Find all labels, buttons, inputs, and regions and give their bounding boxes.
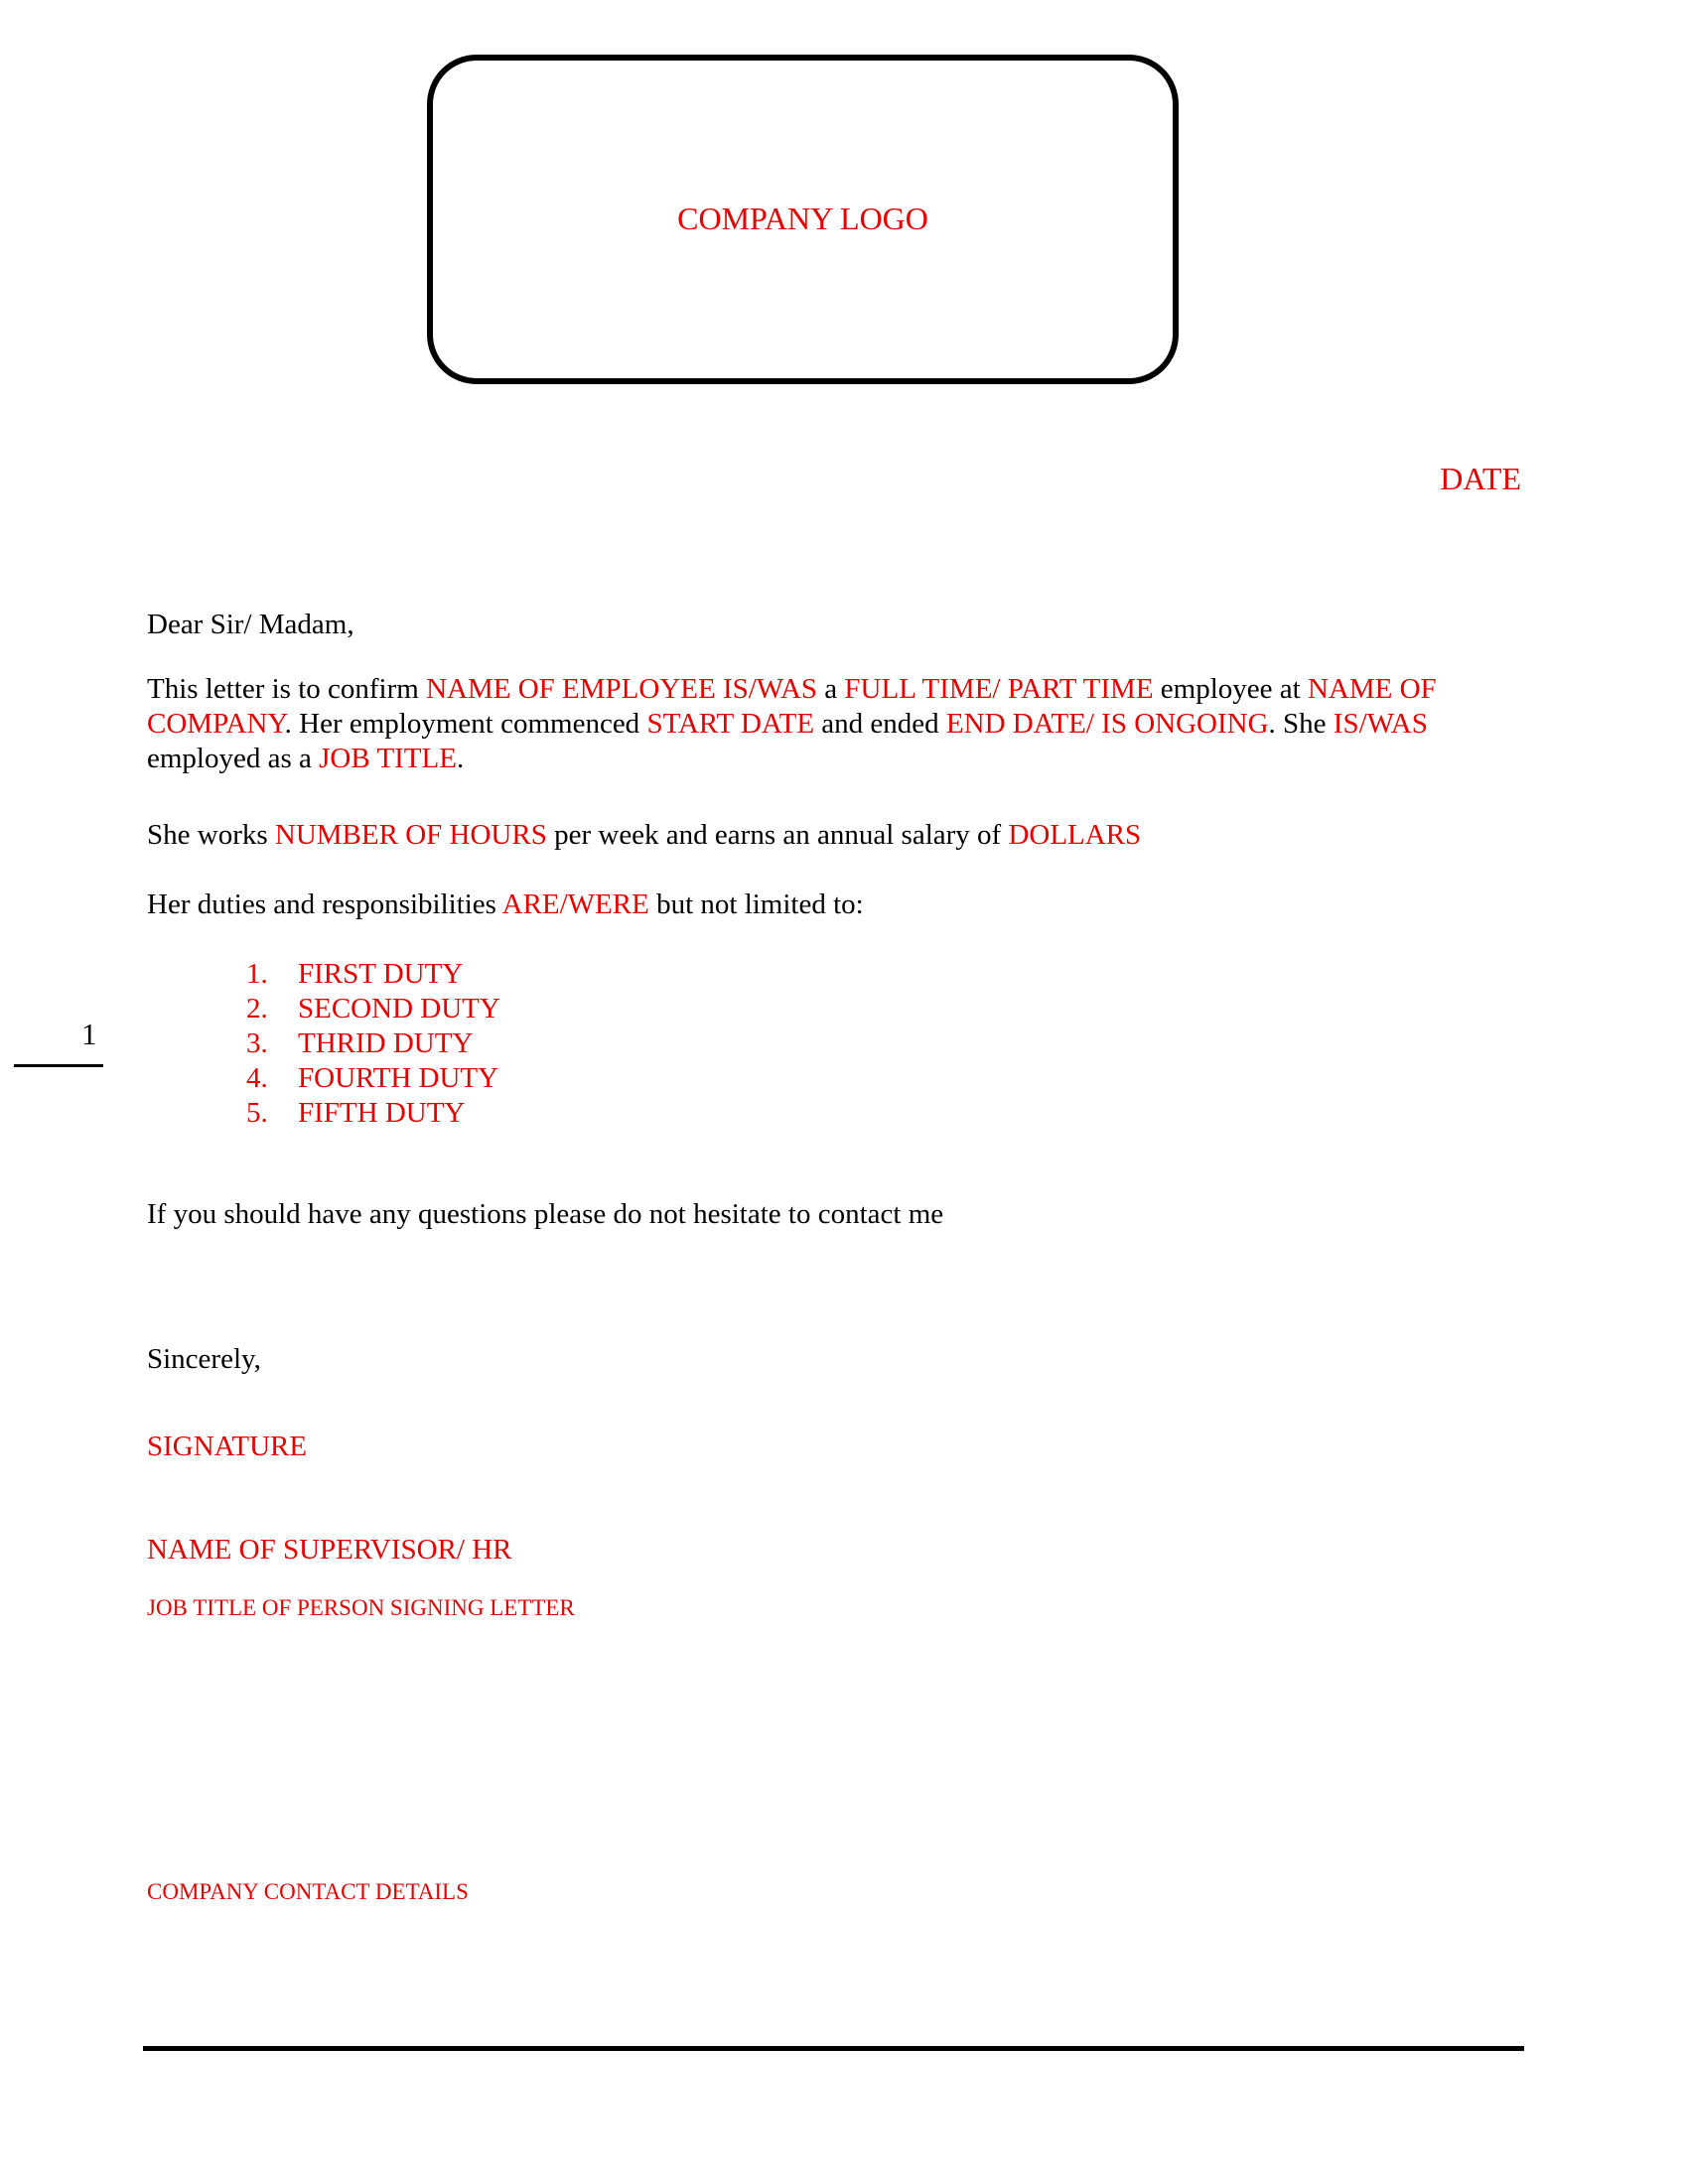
margin-page-number: 1 bbox=[81, 1017, 97, 1051]
text-segment: . Her employment commenced bbox=[284, 708, 647, 740]
text-segment: This letter is to confirm bbox=[147, 673, 427, 705]
employment-type-placeholder: FULL TIME/ PART TIME bbox=[844, 673, 1154, 705]
employee-name-placeholder: NAME OF EMPLOYEE IS/WAS bbox=[426, 673, 818, 705]
text-segment: employed as a bbox=[147, 743, 320, 774]
duty-item bbox=[246, 1061, 498, 1096]
salutation: Dear Sir/ Madam, bbox=[147, 609, 354, 640]
signer-title-placeholder: JOB TITLE OF PERSON SIGNING LETTER bbox=[147, 1595, 575, 1620]
duty-text: THRID DUTY bbox=[298, 1027, 474, 1059]
are-were-placeholder: ARE/WERE bbox=[501, 888, 649, 920]
duty-number: 3. bbox=[246, 1027, 268, 1059]
text-segment: . bbox=[456, 743, 465, 774]
paragraph-employment bbox=[147, 672, 1527, 776]
paragraph-line bbox=[147, 672, 1527, 707]
duty-text: FIRST DUTY bbox=[298, 958, 464, 990]
paragraph-line bbox=[147, 742, 1527, 776]
text-segment: . She bbox=[1268, 708, 1334, 740]
duty-text: FOURTH DUTY bbox=[298, 1062, 499, 1094]
end-date-placeholder: END DATE/ IS ONGOING bbox=[945, 708, 1269, 740]
duty-item bbox=[246, 1026, 473, 1061]
signature-placeholder: SIGNATURE bbox=[147, 1431, 308, 1462]
duty-number: 1. bbox=[246, 958, 268, 990]
is-was-placeholder: IS/WAS bbox=[1333, 708, 1428, 740]
duty-item bbox=[246, 957, 463, 992]
company-contact-details-placeholder: COMPANY CONTACT DETAILS bbox=[147, 1879, 469, 1904]
duty-text: SECOND DUTY bbox=[298, 993, 500, 1024]
text-segment: She works bbox=[147, 819, 275, 851]
text-segment: employee at bbox=[1153, 673, 1308, 705]
hours-placeholder: NUMBER OF HOURS bbox=[274, 819, 547, 851]
duty-number: 2. bbox=[246, 993, 268, 1024]
date-placeholder: DATE bbox=[1440, 461, 1521, 496]
duty-item bbox=[246, 1096, 465, 1131]
text-segment: Her duties and responsibilities bbox=[147, 888, 502, 920]
sign-off: Sincerely, bbox=[147, 1343, 261, 1375]
duty-item bbox=[246, 992, 500, 1026]
duty-number: 4. bbox=[246, 1062, 268, 1094]
company-name-placeholder: COMPANY bbox=[147, 708, 285, 740]
text-segment: a bbox=[817, 673, 845, 705]
company-logo-box bbox=[427, 55, 1179, 384]
footer-divider bbox=[143, 2046, 1524, 2051]
duty-number: 5. bbox=[246, 1097, 268, 1129]
signer-name-placeholder: NAME OF SUPERVISOR/ HR bbox=[147, 1534, 512, 1566]
company-logo-placeholder: COMPANY LOGO bbox=[677, 201, 928, 236]
salary-placeholder: DOLLARS bbox=[1008, 819, 1142, 851]
paragraph-hours-salary bbox=[147, 818, 1527, 853]
paragraph-duties-intro bbox=[147, 887, 1527, 922]
company-name-placeholder: NAME OF bbox=[1307, 673, 1437, 705]
duty-text: FIFTH DUTY bbox=[298, 1097, 466, 1129]
paragraph-line bbox=[147, 707, 1527, 742]
start-date-placeholder: START DATE bbox=[646, 708, 815, 740]
margin-divider bbox=[14, 1064, 103, 1067]
text-segment: but not limited to: bbox=[648, 888, 864, 920]
closing-sentence: If you should have any questions please do not hesitate to contact me bbox=[147, 1198, 944, 1230]
text-segment: and ended bbox=[814, 708, 946, 740]
text-segment: per week and earns an annual salary of bbox=[546, 819, 1009, 851]
job-title-placeholder: JOB TITLE bbox=[319, 743, 457, 774]
